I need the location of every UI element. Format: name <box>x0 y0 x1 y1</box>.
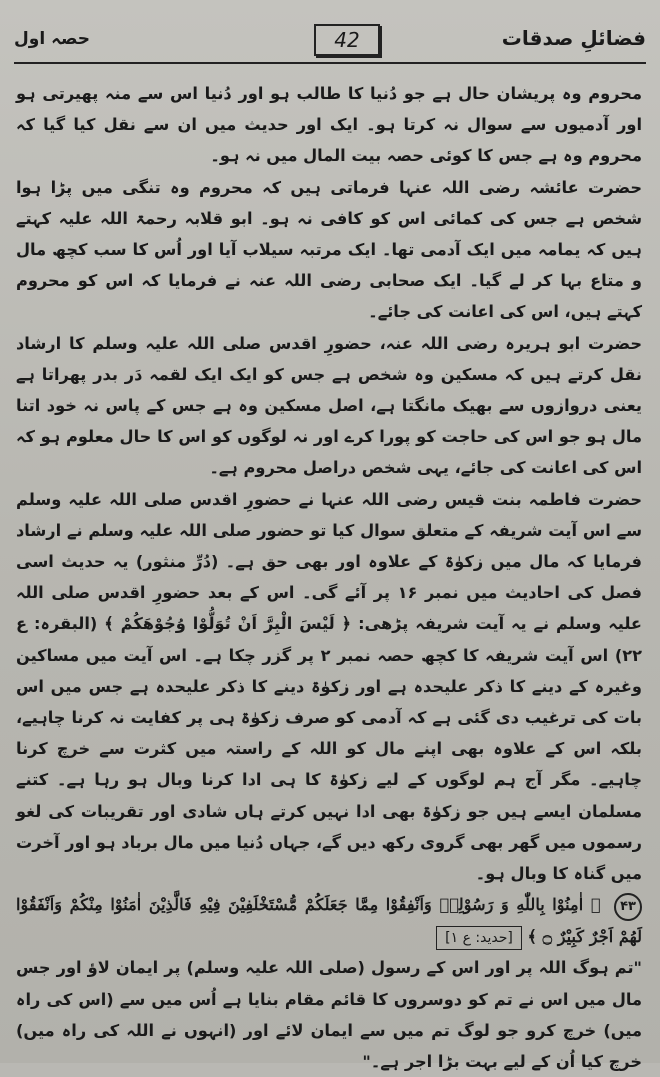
paragraph-4: حضرت فاطمہ بنت قیس رضی اللہ عنہا نے حضورِ اقدس صلی اللہ علیہ وسلم سے اس آیت شریفہ کے متعلق سوال کیا تو حضور صلی اللہ علیہ وسلم نے ارشاد فرمایا کہ مال میں زکوٰۃ کے علاوہ اور بھی حق ہے۔ (دُرِّ منثور) یہ حدیث اسی فصل کی احادیث میں نمبر ۱۶ پر آئے گی۔ اس کے بعد حضورِ اقدس صلی اللہ علیہ وسلم نے یہ آیت شریفہ پڑھی: ﴿ لَيْسَ الْبِرَّ اَنْ تُوَلُّوْا وُجُوْهَكُمْ ﴾ (البقرہ: ع ۲۲) اس آیت شریفہ کا کچھ حصہ نمبر ۲ پر گزر چکا ہے۔ اس آیت میں مساکین وغیرہ کے دینے کا ذکر علیحدہ ہے اور زکوٰۃ دینے کا ذکر علیحدہ ہے جس میں اس بات کی ترغیب دی گئی ہے کہ آدمی کو صرف زکوٰۃ ہی پر کفایت نہ کرنا چاہیے، بلکہ اس کے علاوہ بھی اپنے مال کو اللہ کے راستہ میں کثرت سے خرچ کرنا چاہیے۔ مگر آج ہم لوگوں کے لیے زکوٰۃ کا ہی ادا کرنا وبال ہو رہا ہے۔ کتنے مسلمان ایسے ہیں جو زکوٰۃ بھی ادا نہیں کرتے ہاں شادی اور تقریبات کی لغو رسموں میں گھر بھی گروی رکھ دیں گے، جہاں دُنیا میں مال برباد ہو اور آخرت میں گناہ کا وبال ہو۔ <box>16 489 643 884</box>
page-header <box>14 24 646 58</box>
verse-arabic: ﴿ اٰمِنُوْا بِاللّٰهِ وَ رَسُوْلِهٖ وَاَنْفِقُوْا مِمَّا جَعَلَكُمْ مُّسْتَخْلَفِيْنَ فِيْهِ فَالَّذِيْنَ اٰمَنُوْا مِنْكُمْ وَاَنْفَقُوْا لَهُمْ اَجْرٌ كَبِيْرٌ ۝ ﴾ <box>16 895 642 947</box>
paragraph-3: حضرت ابو ہریرہ رضی اللہ عنہ، حضورِ اقدس صلی اللہ علیہ وسلم کا ارشاد نقل کرتے ہیں کہ مسکین وہ شخص ہے جس کو ایک ایک لقمہ دَر بدر پھراتا ہے یعنی دروازوں سے بھیک مانگتا ہے، اصل مسکین وہ ہے جس کے پاس نہ خود اتنا مال ہو جو اس کی حاجت کو پورا کرے اور نہ لوگوں کو اس کا حال معلوم ہو کہ اس کی اعانت کی جائے، یہی شخص دراصل محروم ہے۔ <box>16 333 642 478</box>
verse-number: ۴۳ <box>614 893 642 921</box>
book-title: فضائلِ صدقات <box>501 26 646 50</box>
paragraph-1: محروم وہ پریشان حال ہے جو دُنیا کا طالب ہو اور دُنیا اس سے منہ پھیرتی ہو اور آدمیوں سے سوال نہ کرتا ہو۔ ایک اور حدیث میں ان سے نقل کیا گیا کہ محروم وہ ہے جس کا کوئی حصہ بیت المال میں نہ ہو۔ <box>16 84 642 166</box>
paragraph-2: حضرت عائشہ رضی اللہ عنہا فرماتی ہیں کہ محروم وہ تنگی میں پڑا ہوا شخص ہے جس کی کمائی اس کو کافی نہ ہو۔ ابو قلابہ رحمۃ اللہ علیہ کہتے ہیں کہ یمامہ میں ایک آدمی تھا۔ ایک مرتبہ سیلاب آیا اور اُس کا سب کچھ مال و متاع بہا کر لے گیا۔ ایک صحابی رضی اللہ عنہ نے فرمایا کہ اس کو محروم کہتے ہیں، اس کی اعانت کی جائے۔ <box>16 177 642 322</box>
header-divider <box>14 62 646 64</box>
part-label: حصہ اول <box>14 29 91 49</box>
verse-reference: [حدید: ع ۱] <box>436 926 522 950</box>
verse-block <box>16 889 642 952</box>
page-number: 42 <box>314 24 380 56</box>
page-body <box>16 78 643 1072</box>
verse-translation: "تم ہوگ اللہ پر اور اس کے رسول (صلی اللہ علیہ وسلم) پر ایمان لاؤ اور جس مال میں اس نے تم کو دوسروں کا قائم مقام بنایا ہے اُس میں سے (اس کی راہ میں) خرچ کرو جو لوگ تم میں سے ایمان لائے اور (انہوں نے اللہ کی راہ میں) خرچ کیا اُن کے لیے بہت بڑا اجر ہے۔" <box>16 958 642 1072</box>
